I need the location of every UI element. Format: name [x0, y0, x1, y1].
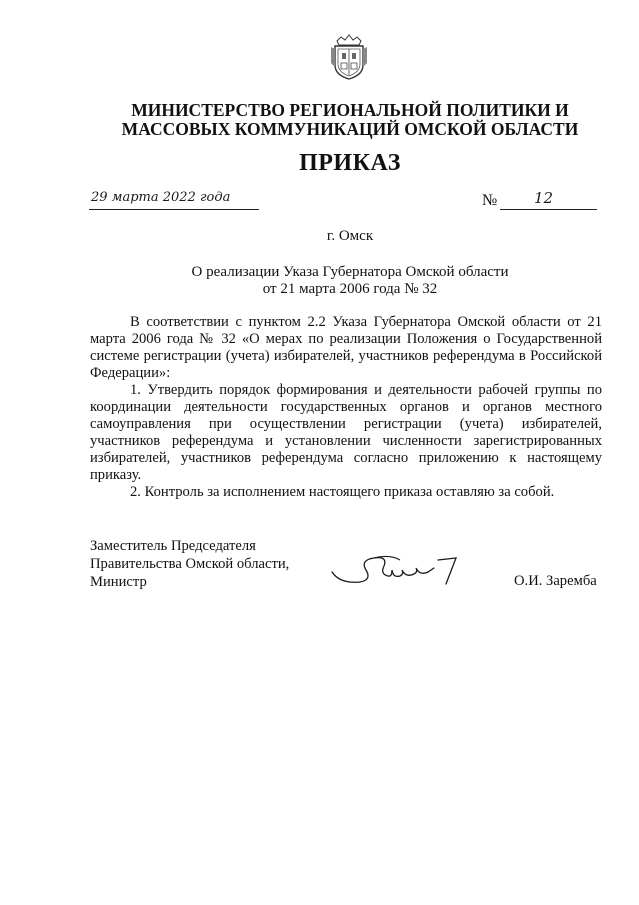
subject-line-1: О реализации Указа Губернатора Омской области: [191, 264, 509, 280]
ministry-line-1: МИНИСТЕРСТВО РЕГИОНАЛЬНОЙ ПОЛИТИКИ И: [131, 100, 569, 120]
position-line-1: Заместитель Председателя: [90, 538, 256, 554]
number-field: [500, 191, 597, 210]
position-line-3: Министр: [90, 574, 147, 590]
document-body: [90, 314, 602, 501]
number-handwritten: 12: [534, 189, 554, 207]
handwritten-signature: [330, 550, 465, 595]
body-item-2: 2. Контроль за исполнением настоящего приказа оставляю за собой.: [130, 484, 555, 500]
ministry-name: [60, 101, 639, 139]
subject-line-2: от 21 марта 2006 года № 32: [262, 281, 438, 297]
body-intro: В соответствии с пунктом 2.2 Указа Губернатора Омской области от 21 марта 2006 года № 32 «О мерах по реализации Положения о Государственной системе регистрации (учета) избирателей, участников референдума в Российской Федерации»:: [90, 314, 602, 381]
number-sign: №: [482, 192, 498, 209]
document-type: ПРИКАЗ: [299, 150, 401, 176]
body-item-1: 1. Утвердить порядок формирования и деятельности рабочей группы по координации деятельности государственных органов и органов местного самоуправления при осуществлении регистрации (учета) избирателей, участников референдума и установлении численности зарегистрированных избирателей, участников референдума согласно приложению к настоящему приказу.: [90, 382, 602, 483]
position-line-2: Правительства Омской области,: [90, 556, 290, 572]
coat-of-arms-icon: [329, 33, 369, 81]
date-field: [89, 191, 259, 210]
city: г. Омск: [326, 228, 374, 244]
ministry-line-2: МАССОВЫХ КОММУНИКАЦИЙ ОМСКОЙ ОБЛАСТИ: [121, 119, 579, 139]
signatory-position: [90, 537, 350, 591]
subject: [60, 264, 639, 298]
date-handwritten: 29 марта 2022 года: [91, 190, 231, 205]
signer-name: О.И. Заремба: [514, 573, 597, 589]
